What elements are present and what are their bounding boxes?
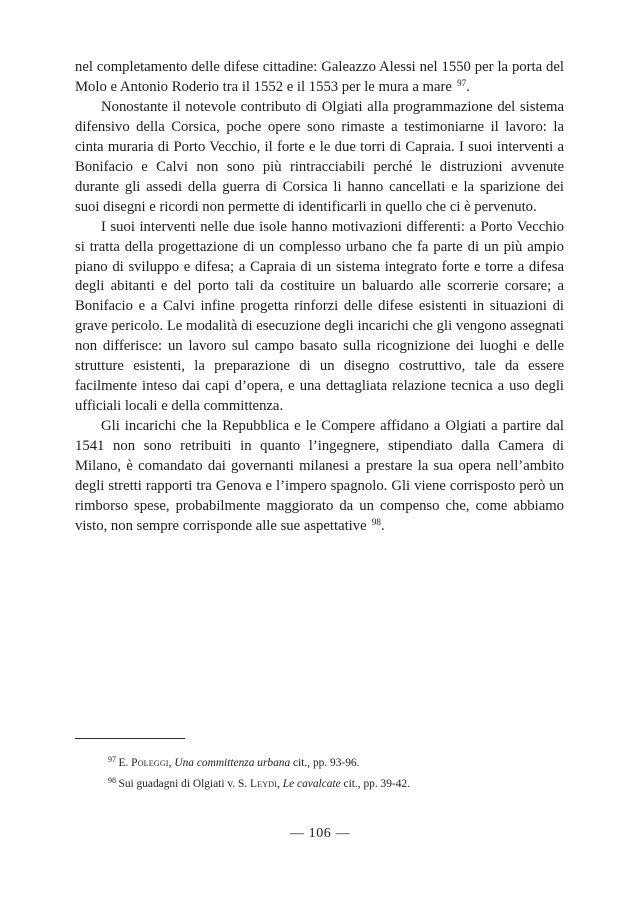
footnote-citation-tail: cit., pp. 39-42.: [340, 777, 410, 790]
footnote-lead-text: E.: [118, 757, 132, 769]
body-text-block: [75, 58, 564, 537]
footnote-item: [75, 776, 564, 794]
paragraph-text: I suoi interventi nelle due isole hanno motivazioni differenti: a Porto Vecchio si tratta della progettazione di un complesso urbano che fa parte di un più ampio piano di sviluppo e difesa; a Capraia di un sistema integrato forte e torre a difesa degli abitanti e del porto tali da costituire un baluardo alle scorrerie corsare; a Bonifacio e a Calvi infine progetta rinforzi delle difese esistenti in situazioni di grave pericolo. Le modalità di esecuzione degli incarichi che gli vengono assegnati non differisce: un lavoro sul campo basato sulla ricognizione dei luoghi e delle strutture esistenti, la preparazione di un disegno costruttivo, tale da essere facilmente inteso dai capi d’opera, e una dettagliata relazione tecnica a uso degli ufficiali locali e della committenza.: [75, 218, 564, 415]
paragraph-text-tail: .: [466, 78, 470, 95]
paragraph-text: nel completamento delle difese cittadine: Galeazzo Alessi nel 1550 per la porta del Molo e Antonio Roderio tra il 1552 e il 1553 per le mura a mare: [75, 59, 564, 95]
footnote-lead-text: Sui guadagni di Olgiati v. S.: [118, 777, 251, 790]
footnote-item: [75, 755, 564, 773]
footnote-separator-text: ,: [168, 757, 175, 769]
paragraph-text: Gli incarichi che la Repubblica e le Compere affidano a Olgiati a partire dal 1541 non sono retribuiti in quanto l’ingegnere, stipendiato dalla Camera di Milano, è comandato dai governanti milanesi a prestare la sua opera nell’ambito degli stretti rapporti tra Genova e l’impero spagnolo. Gli viene corrisposto però un rimborso spese, probabilmente maggiorato da un compenso che, come abbiamo visto, non sempre corrisponde alle sue aspettative: [75, 418, 564, 534]
paragraph-text-tail: .: [381, 517, 385, 534]
footnote-reference-marker[interactable]: 98: [371, 517, 381, 528]
footnote-title: Le cavalcate: [282, 777, 341, 790]
footnote-number: 98: [108, 775, 116, 785]
paragraph: [75, 58, 564, 98]
footnotes-section: [75, 738, 564, 796]
footnote-reference-marker[interactable]: 97: [457, 78, 467, 89]
footnote-title: Una committenza urbana: [174, 757, 291, 769]
paragraph: [75, 218, 564, 418]
footnote-author: Leydi: [250, 777, 278, 790]
footnote-separator-rule: [75, 738, 185, 739]
page-number: — 106 —: [289, 826, 351, 841]
footnote-author: Poleggi: [131, 757, 169, 769]
footnote-separator-text: ,: [277, 777, 283, 790]
paragraph: [75, 98, 564, 218]
footnote-citation-tail: cit., pp. 93-96.: [290, 757, 360, 769]
paragraph-text: Nonostante il notevole contributo di Olgiati alla programmazione del sistema difensivo della Corsica, poche opere sono rimaste a testimoniarne il lavoro: la cinta muraria di Porto Vecchio, il forte e le due torri di Capraia. I suoi interventi a Bonifacio e Calvi non sono più rintracciabili perché le distruzioni avvenute durante gli assedi della guerra di Corsica li hanno cancellati e la sparizione dei suoi disegni e ricordi non permette di identificarli in quello che ci è pervenuto.: [75, 98, 564, 215]
paragraph: [75, 417, 564, 537]
footnote-number: 97: [108, 755, 116, 764]
